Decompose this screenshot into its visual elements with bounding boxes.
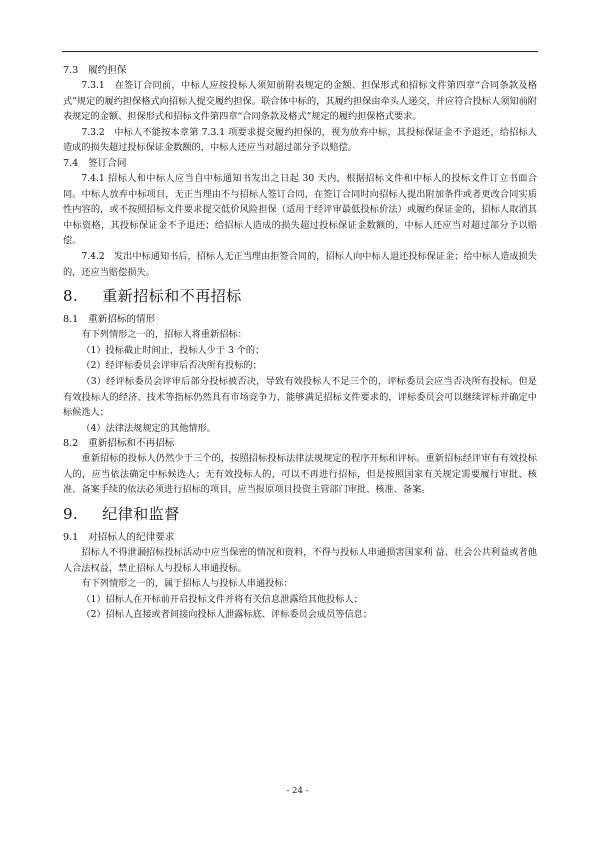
section-title: 对招标人的纪律要求 — [88, 532, 175, 544]
section-8-2-heading — [63, 436, 537, 451]
chapter-title: 重新招标和不再招标 — [102, 287, 242, 306]
list-item: （4）法律法规规定的其他情形。 — [81, 422, 216, 434]
section-number: 8.2 — [63, 438, 79, 450]
chapter-number: 9. — [63, 505, 79, 524]
section-7-3-heading — [63, 63, 537, 78]
paragraph: 重新招标的投标人仍然少于三个的，按照招标投标法律法规规定的程序开标和评标。重新招标经评审有有效投标人的，应当依法确定中标候选人；无有效投标人的，可以不再进行招标，但是按照国家有关规定需要履行审批、核准、备案手续的依法必须进行招标的项目，应当报原项目投资主管部门审批、核准、备案。 — [63, 453, 537, 496]
list-item: （2）经评标委员会评审后否决所有投标的； — [81, 360, 262, 372]
section-title: 重新招标和不再招标 — [88, 438, 175, 450]
clause-7-4-1: 7.4.1 招标人和中标人应当自中标通知书发出之日起 30 天内，根据招标文件和中标人的投标文件订立书面合同。中标人放弃中标项目，无正当理由不与招标人签订合同，在签订合同时向招标人提出附加条件或者更改合同实质性内容的，或不按照招标文件要求提交低价风险担保（适用于经评审最低投标价法）或履约保证金的，招标人取消其中标资格，其投标保证金不予退还；给招标人造成的损失超过投标保证金数额的，中标人还应当对超过部分予以赔偿。 — [63, 172, 537, 247]
list-item: （1）投标截止时间止，投标人少于 3 个的； — [81, 344, 265, 356]
list-intro: 有下列情形之一的，属于招标人与投标人串通投标： — [81, 578, 293, 590]
section-number: 7.3 — [63, 65, 79, 76]
list-intro: 有下列情形之一的，招标人将重新招标： — [81, 329, 247, 341]
chapter-8-heading — [63, 286, 537, 306]
section-number: 9.1 — [63, 532, 79, 544]
chapter-9-heading — [63, 504, 537, 524]
chapter-title: 纪律和监督 — [102, 505, 180, 524]
section-7-4-heading — [63, 156, 537, 171]
page-number: - 24 - — [286, 786, 309, 796]
section-title: 签订合同 — [88, 157, 127, 169]
clause-7-4-2: 7.4.2 发出中标通知书后，招标人无正当理由拒签合同的，招标人向中标人退还投标保证金；给中标人造成损失的，还应当赔偿损失。 — [63, 250, 537, 278]
paragraph: 招标人不得泄漏招标投标活动中应当保密的情况和资料，不得与投标人串通损害国家利 益、社会公共利益或者他人合法权益，禁止招标人与投标人串通投标。 — [63, 547, 537, 574]
clause-7-3-1: 7.3.1 在签订合同前，中标人应按投标人须知前附表规定的金额、担保形式和招标文件第四章“合同条款及格式”规定的履约担保格式向招标人提交履约担保。联合体中标的，其履约担保由牵头人递交，并应符合投标人须知前附表规定的金额、担保形式和招标文件第四章“合同条款及格式”规定的履约担保格式要求。 — [63, 80, 537, 123]
list-item: （1）招标人在开标前开启投标文件并将有关信息泄露给其他投标人； — [81, 593, 363, 605]
list-item: （2）招标人直接或者间接向投标人泄露标底、评标委员会成员等信息； — [81, 609, 373, 621]
section-title: 重新招标的情形 — [88, 314, 156, 326]
header-rule — [62, 51, 538, 52]
section-number: 7.4 — [63, 157, 79, 169]
clause-7-3-2: 7.3.2 中标人不能按本章第 7.3.1 项要求提交履约担保的，视为放弃中标，其投标保证金不予退还，给招标人造成的损失超过投标保证金数额的，中标人还应当对超过部分予以赔偿。 — [63, 126, 537, 154]
chapter-number: 8. — [63, 287, 79, 306]
section-8-1-heading — [63, 312, 537, 327]
page-content — [63, 63, 537, 623]
list-item: （3）经评标委员会评审后部分投标被否决，导致有效投标人不足三个的，评标委员会应当否决所有投标。但是有效投标人的经济、技术等指标仍然具有市场竞争力，能够满足招标文件要求的，评标委员会可以继续评标并确定中标候选人； — [63, 375, 537, 419]
section-title: 履约担保 — [88, 65, 127, 76]
section-number: 8.1 — [63, 314, 79, 326]
section-9-1-heading — [63, 530, 537, 545]
